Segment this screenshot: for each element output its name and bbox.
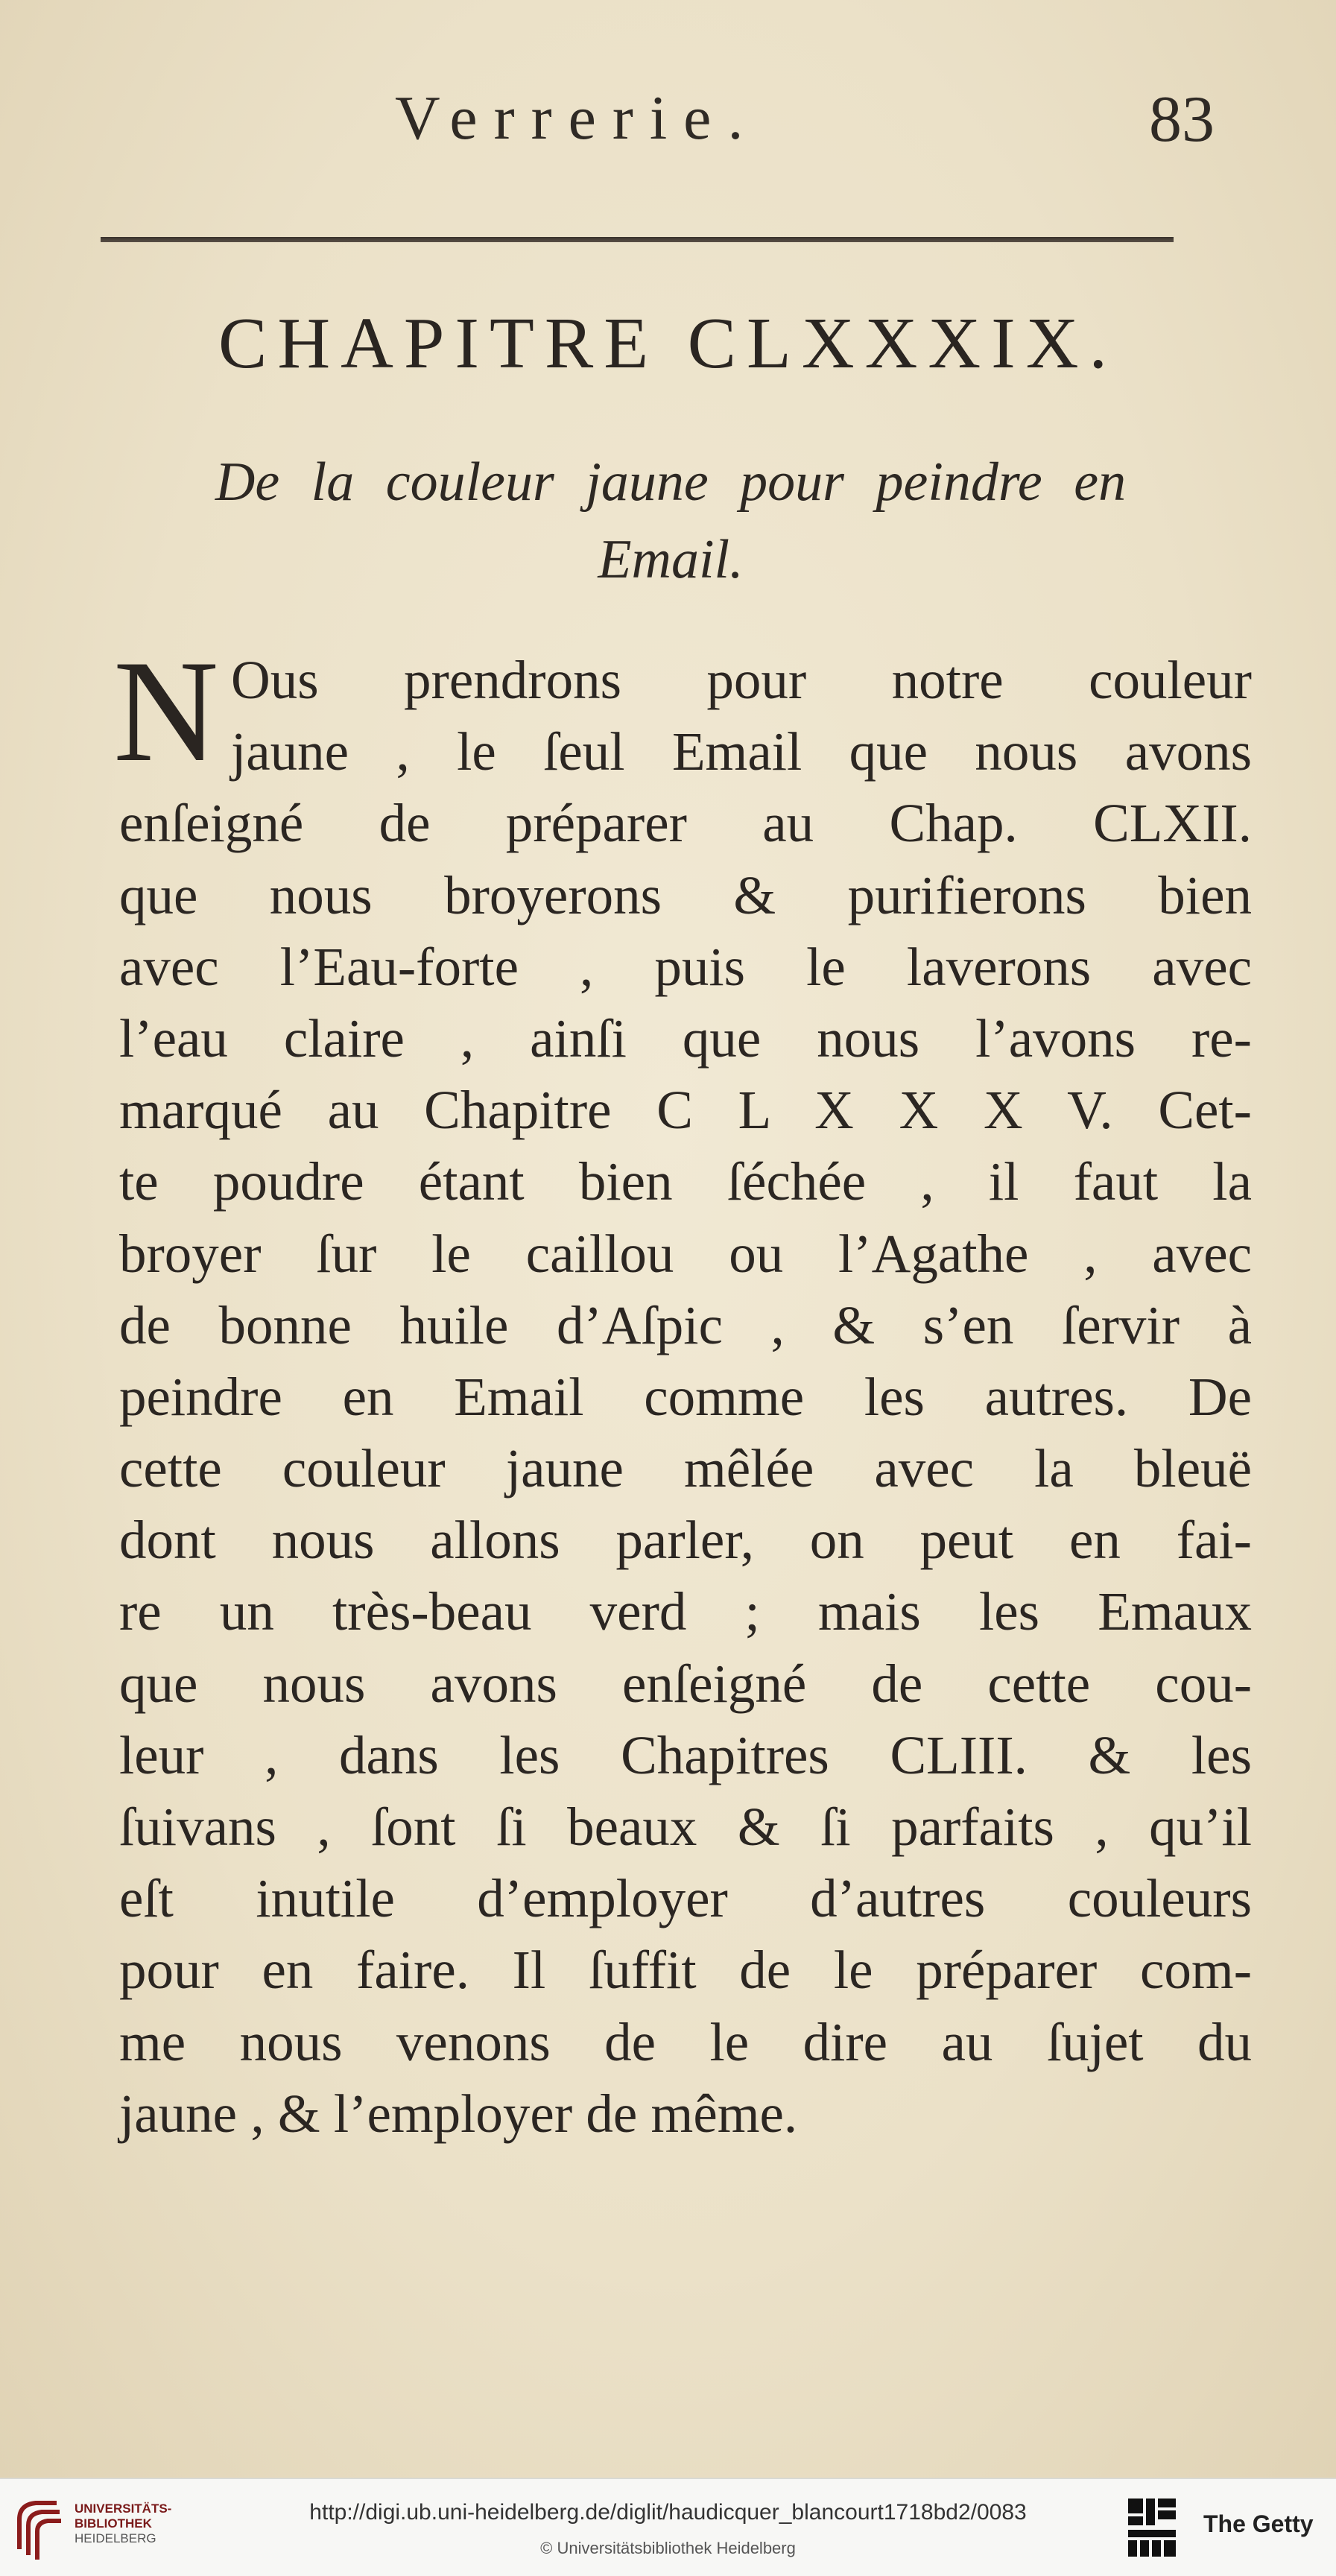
text-line: cette couleur jaune mêlée avec la bleuë: [119, 1438, 1252, 1499]
text-line: eſt inutile d’employer d’autres couleurs: [119, 1868, 1252, 1929]
getty-logo-icon[interactable]: [1125, 2496, 1179, 2560]
chapter-title: CHAPITRE CLXXXIX.: [218, 303, 1118, 384]
subtitle-line-2: Email.: [598, 529, 744, 590]
subtitle-line-1: De la couleur jaune pour peindre en: [215, 452, 1127, 513]
text-line: jaune , le ſeul Email que nous avons: [231, 721, 1252, 782]
text-line: peindre en Email comme les autres. De: [119, 1366, 1252, 1427]
text-line: que nous avons enſeigné de cette cou-: [119, 1653, 1252, 1714]
viewer-footer: [0, 2478, 1336, 2576]
text-line: me nous venons de le dire au ſujet du: [119, 2011, 1252, 2072]
text-line: te poudre étant bien ſéchée , il faut la: [119, 1151, 1252, 1212]
text-line: marqué au Chapitre C L X X X V. Cet-: [119, 1080, 1252, 1141]
body-text: [113, 630, 1252, 2150]
page-number: 83: [1149, 83, 1215, 156]
library-name-line-1: UNIVERSITÄTS-: [75, 2501, 172, 2516]
text-line: que nous broyerons & purifierons bien: [119, 864, 1252, 925]
library-name-line-2: BIBLIOTHEK: [75, 2516, 152, 2531]
partner-name: The Getty: [1203, 2510, 1314, 2537]
text-line: Ous prendrons pour notre couleur: [231, 650, 1252, 710]
text-line: leur , dans les Chapitres CLIII. & les: [119, 1724, 1252, 1785]
drop-cap: N: [113, 630, 219, 792]
text-line: dont nous allons parler, on peut en fai-: [119, 1510, 1252, 1571]
chapter-subtitle: [89, 443, 1252, 598]
running-head: [395, 82, 1215, 164]
text-line: avec l’Eau-forte , puis le laverons avec: [119, 936, 1252, 997]
text-line: broyer ſur le caillou ou l’Agathe , avec: [119, 1223, 1252, 1284]
text-line: re un très-beau verd ; mais les Emaux: [119, 1581, 1252, 1642]
running-title: Verrerie.: [395, 83, 760, 153]
text-line: de bonne huile d’Aſpic , & s’en ſervir à: [119, 1294, 1252, 1355]
copyright-notice: © Universitätsbibliothek Heidelberg: [540, 2539, 796, 2557]
text-line: pour en faire. Il ſuffit de le préparer com-: [119, 1940, 1252, 2001]
text-line: ſuivans , ſont ſi beaux & ſi parfaits , qu’il: [119, 1797, 1252, 1857]
permalink-url[interactable]: http://digi.ub.uni-heidelberg.de/diglit/haudicquer_blancourt1718bd2/0083: [309, 2500, 1027, 2525]
header-rule: [101, 237, 1174, 242]
text-line: enſeigné de préparer au Chap. CLXII.: [119, 793, 1252, 854]
text-line: jaune , & l’employer de même.: [119, 2083, 798, 2144]
library-city: HEIDELBERG: [75, 2531, 156, 2545]
text-line: l’eau claire , ainſi que nous l’avons re-: [119, 1007, 1252, 1069]
